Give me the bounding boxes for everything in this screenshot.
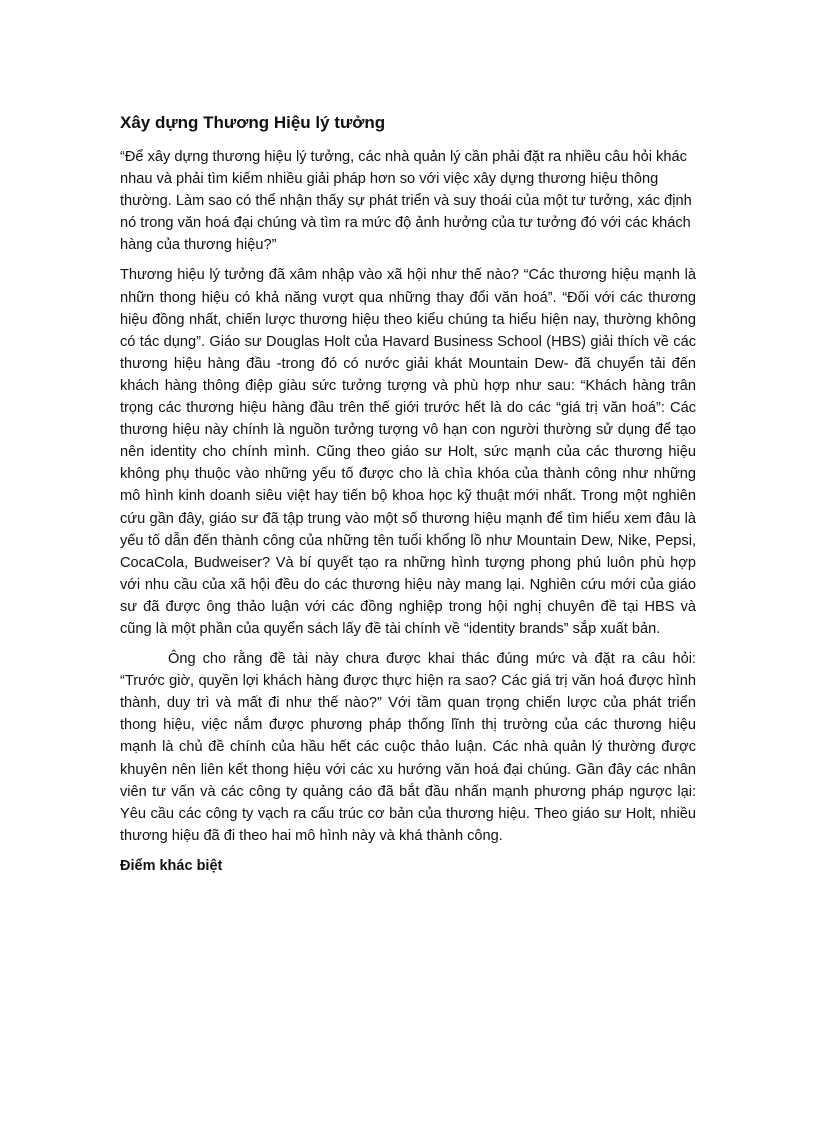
section-heading-difference: Điểm khác biệt: [120, 857, 223, 874]
document-body: [120, 110, 696, 877]
paragraph-holt-research: Thương hiệu lý tưởng đã xâm nhập vào xã hội như thế nào? “Các thương hiệu mạnh là nhữn thong hiệu có khả năng vượt qua những thay đổi văn hoá”. “Đối với các thương hiệu đồng nhất, chiến lược thương hiệu theo kiểu chúng ta hiểu hiện nay, thường không có tác dụng”. Giáo sư Douglas Holt của Havard Business School (HBS) giải thích về các thương hiệu hàng đầu -trong đó có nước giải khát Mountain Dew- đã chuyển tải đến khách hàng thông điệp giàu sức tưởng tượng và phù hợp như sau: “Khách hàng trân trọng các thương hiệu hàng đầu trên thế giới trước hết là do các “giá trị văn hoá”: Các thương hiệu này chính là nguồn tưởng tượng vô hạn con người thường sử dụng để tạo nên identity cho chính mình. Cũng theo giáo sư Holt, sức mạnh của các thương hiệu không phụ thuộc vào những yếu tố được cho là chìa khóa của thành công như những mô hình kinh doanh siêu việt hay tiến bộ khoa học kỹ thuật mới nhất. Trong một nghiên cứu gần đây, giáo sư đã tập trung vào một số thương hiệu mạnh để tìm hiểu xem đâu là yếu tố dẫn đến thành công của những tên tuổi khổng lồ như Mountain Dew, Nike, Pepsi, CocaCola, Budweiser? Và bí quyết tạo ra những hình tượng phong phú luôn phù hợp với nhu cầu của xã hội đều do các thương hiệu này mang lại. Nghiên cứu mới của giáo sư đã được ông thảo luận với các đồng nghiệp trong hội nghị chuyên đề tại HBS và cũng là một phần của quyển sách lấy đề tài chính về “identity brands” sắp xuất bản.: [120, 267, 696, 637]
document-title: Xây dựng Thương Hiệu lý tưởng: [120, 113, 386, 132]
paragraph-strategy: Ông cho rằng đề tài này chưa được khai thác đúng mức và đặt ra câu hỏi: “Trước giờ, quyền lợi khách hàng được thực hiện ra sao? Các giá trị văn hoá được hình thành, duy trì và mất đi như thế nào?” Với tầm quan trọng chiến lược của phát triển thong hiệu, việc nắm được phương pháp thống lĩnh thị trường của các thương hiệu mạnh là chủ đề chính của hầu hết các cuộc thảo luận. Các nhà quản lý thường được khuyên nên liên kết thong hiệu với các xu hướng văn hoá đại chúng. Gần đây các nhân viên tư vấn và các công ty quảng cáo đã bắt đầu nhấn mạnh phương pháp ngược lại: Yêu cầu các công ty vạch ra cấu trúc cơ bản của thương hiệu. Theo giáo sư Holt, nhiều thương hiệu đã đi theo hai mô hình này và khá thành công.: [120, 651, 696, 844]
paragraph-intro-quote: “Để xây dựng thương hiệu lý tưởng, các nhà quản lý cần phải đặt ra nhiều câu hỏi khác nhau và phải tìm kiếm nhiều giải pháp hơn so với việc xây dựng thương hiệu thông thường. Làm sao có thể nhận thấy sự phát triển và suy thoái của một tư tưởng, xác định nó trong văn hoá đại chúng và tìm ra mức độ ảnh hưởng của tư tưởng đó với các khách hàng của thương hiệu?”: [120, 149, 692, 254]
